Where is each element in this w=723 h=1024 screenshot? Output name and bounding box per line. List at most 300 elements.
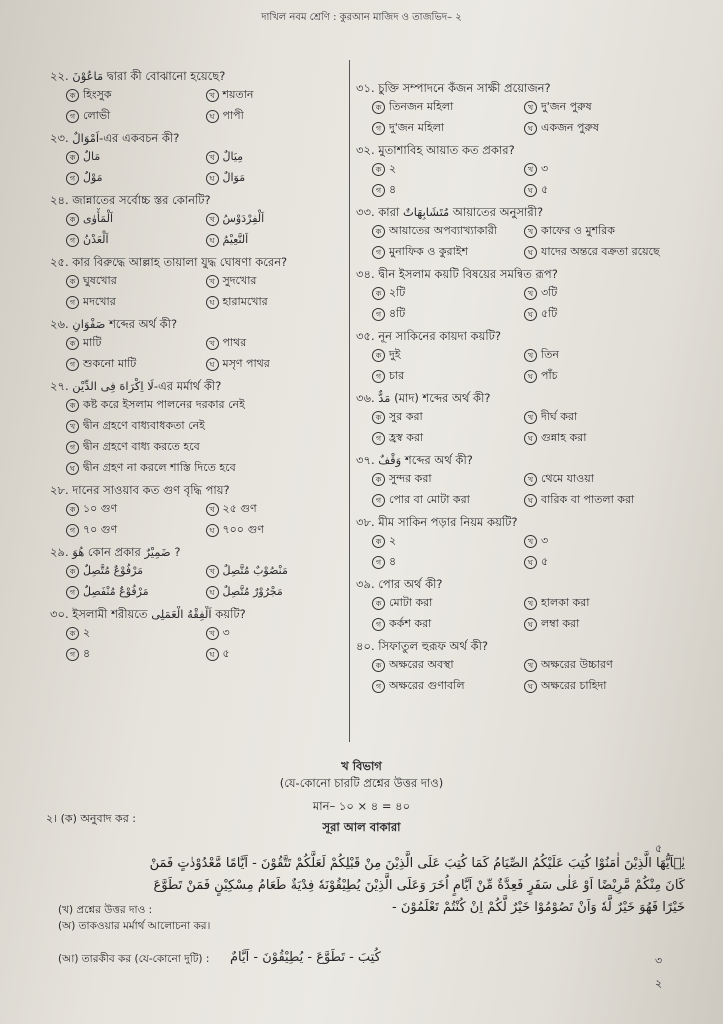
sub-question-b: (খ) প্রশ্নের উত্তর দাও : (58, 904, 153, 916)
option-marker: ক (372, 163, 385, 176)
answer-option (206, 581, 346, 602)
option-marker: ঘ (206, 648, 219, 661)
option-text: শুকনো মাটি (83, 357, 137, 370)
option-text: مَوْلٌ (83, 171, 103, 184)
answer-option (66, 208, 206, 229)
option-text: ৪ (83, 647, 91, 660)
answer-option (66, 643, 206, 664)
option-marker: ঘ (524, 494, 537, 507)
mcq-question (356, 328, 676, 386)
option-text: مَرْفُوْعٌ مُنْفَصِلٌ (83, 585, 149, 598)
option-text: মদখোর (83, 295, 116, 308)
option-marker: ঘ (206, 358, 219, 371)
option-list (356, 282, 676, 324)
marks-translate: ৫ (655, 842, 663, 855)
option-text: অক্ষরের গুণাবলি (389, 679, 465, 692)
option-marker: খ (524, 163, 537, 176)
option-marker: ক (372, 473, 385, 486)
option-marker: ঘ (206, 586, 219, 599)
answer-option (206, 208, 346, 229)
answer-option (524, 158, 676, 179)
mcq-left-column (50, 68, 345, 668)
option-text: কর্কশ করা (389, 617, 432, 630)
question-text: ৩৪. দ্বীন ইসলাম কয়টি বিষয়ের সমন্বিত রূপ? (356, 267, 558, 281)
option-text: اَلْفِرْدَوْسُ (222, 212, 265, 225)
option-text: শয়তান (222, 88, 254, 101)
answer-option (372, 365, 524, 386)
answer-option (372, 613, 524, 634)
answer-option (372, 675, 524, 696)
option-marker: ঘ (524, 556, 537, 569)
option-marker: ক (372, 659, 385, 672)
option-marker: ক (372, 535, 385, 548)
answer-option (524, 592, 676, 613)
mcq-question (356, 514, 676, 572)
answer-option (372, 427, 524, 448)
option-marker: খ (206, 89, 219, 102)
option-text: দুই (389, 348, 401, 361)
answer-option (524, 344, 676, 365)
section-title: খ বিভাগ (341, 759, 382, 773)
answer-option (372, 303, 524, 324)
tarkib-words: كُتِبَ - تَطَوَّعَ - يُطِيْقُوْنَ - اَيَّامٌ (230, 950, 381, 965)
option-marker: গ (66, 524, 79, 537)
option-text: ৫ (541, 555, 549, 568)
answer-option (66, 291, 206, 312)
option-text: হারামখোর (222, 295, 268, 308)
answer-option (206, 291, 346, 312)
answer-option (66, 622, 206, 643)
answer-option (66, 146, 206, 167)
option-marker: গ (372, 556, 385, 569)
answer-option (372, 179, 524, 200)
mcq-question (356, 452, 676, 510)
option-marker: গ (372, 122, 385, 135)
option-marker: গ (372, 494, 385, 507)
option-marker: খ (524, 349, 537, 362)
answer-option (66, 270, 206, 291)
option-marker: ক (66, 337, 79, 350)
answer-option (372, 551, 524, 572)
option-list (356, 96, 676, 138)
option-list (50, 560, 345, 602)
option-marker: ক (66, 399, 79, 412)
answer-option (372, 489, 524, 510)
option-marker: খ (206, 627, 219, 640)
answer-option (524, 530, 676, 551)
option-marker: ঘ (524, 432, 537, 445)
question-text: ২৯. هُوَ কোন প্রকার ضَمِيْرٌ ? (50, 545, 181, 559)
option-marker: গ (372, 680, 385, 693)
answer-option (372, 158, 524, 179)
option-marker: ক (66, 151, 79, 164)
answer-option (206, 622, 346, 643)
option-marker: ক (66, 627, 79, 640)
answer-option (372, 117, 524, 138)
option-marker: ঘ (206, 110, 219, 123)
option-text: اَلْعَدْنُ (83, 233, 109, 246)
option-marker: ক (66, 565, 79, 578)
answer-option (372, 241, 524, 262)
option-list (50, 498, 345, 540)
answer-option (372, 220, 524, 241)
option-text: ২ (389, 162, 397, 175)
option-text: ৫ (541, 183, 549, 196)
option-marker: ঘ (206, 234, 219, 247)
answer-option (66, 332, 206, 353)
answer-option (206, 332, 346, 353)
answer-option (66, 105, 206, 126)
option-text: তিনজন মহিলা (389, 100, 454, 113)
option-text: ৪টি (389, 307, 406, 320)
answer-option (524, 303, 676, 324)
option-text: مَرْفُوْعٌ مُتَّصِلٌ (83, 564, 144, 577)
option-text: দু'জন মহিলা (389, 121, 445, 134)
option-text: মুনাফিক ও কুরাইশ (389, 245, 469, 258)
answer-option (206, 270, 346, 291)
option-text: অক্ষরের চাহিদা (541, 679, 607, 692)
option-text: হালকা করা (541, 596, 590, 609)
answer-option (524, 654, 676, 675)
option-marker: খ (524, 597, 537, 610)
answer-option (206, 167, 346, 188)
answer-option (206, 84, 346, 105)
option-marker: ঘ (206, 172, 219, 185)
option-list (50, 394, 345, 478)
option-marker: ঘ (206, 296, 219, 309)
option-list (50, 270, 345, 312)
option-marker: গ (66, 441, 79, 454)
option-marker: ক (372, 225, 385, 238)
mcq-question (356, 80, 676, 138)
option-marker: গ (66, 296, 79, 309)
option-text: ৫টি (541, 307, 558, 320)
page-header: দাখিল নবম শ্রেণি : কুরআন মাজিদ ও তাজভিদ– ২ (261, 12, 462, 23)
answer-option (524, 613, 676, 634)
option-text: সুর করা (389, 410, 423, 423)
option-marker: ঘ (524, 618, 537, 631)
question-2-translate: ২। (ক) অনুবাদ কর : (46, 812, 136, 825)
option-list (50, 622, 345, 664)
question-text: ৩৮. মীম সাকিন পড়ার নিয়ম কয়টি? (356, 515, 518, 529)
option-text: যাদের অন্তরে বক্রতা রয়েছে (541, 245, 660, 258)
option-text: লোভী (83, 109, 111, 122)
option-text: ৫ (222, 647, 230, 660)
answer-option (524, 179, 676, 200)
option-marker: ক (372, 349, 385, 362)
answer-option (206, 560, 346, 581)
option-marker: ঘ (524, 122, 537, 135)
option-marker: ক (372, 101, 385, 114)
question-text: ২৮. দানের সাওয়াব কত গুণ বৃদ্ধি পায়? (50, 483, 230, 497)
marks-b2: ২ (655, 977, 663, 990)
option-text: ৩ (541, 162, 549, 175)
option-text: চার (389, 369, 405, 382)
arabic-verse-line-1: يٰۤاَيُّهَا الَّذِيْنَ اٰمَنُوْا كُتِبَ عَلَيْكُمُ الصِّيَامُ كَمَا كُتِبَ عَلَى الَّذِيْنَ مِنْ قَبْلِكُمْ لَعَلَّكُمْ تَتَّقُوْنَ - اَيَّامًا مَّعْدُوْدٰتٍ فَمَنْ (149, 856, 685, 871)
answer-option (372, 468, 524, 489)
mcq-question (356, 204, 676, 262)
mcq-question (356, 390, 676, 448)
mcq-question (50, 316, 345, 374)
option-marker: খ (524, 411, 537, 424)
option-text: ঘুষখোর (83, 274, 117, 287)
option-text: হিংসুক (83, 88, 112, 101)
option-marker: ঘ (524, 308, 537, 321)
sub-question-b1: (অ) তাকওয়ার মর্মার্থ আলোচনা কর। (58, 920, 211, 932)
option-marker: খ (524, 535, 537, 548)
option-marker: গ (66, 234, 79, 247)
answer-option (66, 84, 206, 105)
mcq-question (356, 576, 676, 634)
answer-option (372, 282, 524, 303)
option-text: اَلْمَأْوٰى (83, 212, 114, 225)
option-text: ৪ (389, 183, 397, 196)
option-text: مِيَالٌ (222, 150, 244, 163)
option-list (50, 84, 345, 126)
option-text: পাথর (222, 336, 247, 349)
option-marker: ঘ (524, 680, 537, 693)
option-marker: খ (206, 275, 219, 288)
mcq-question (50, 192, 345, 250)
answer-option (66, 457, 345, 478)
option-marker: খ (524, 659, 537, 672)
option-marker: ঘ (206, 524, 219, 537)
option-marker: ক (372, 597, 385, 610)
answer-option (524, 365, 676, 386)
question-text: ২৩. اَمْوَالٌ-এর একবচন কী? (50, 131, 180, 145)
option-text: পোর বা মোটা করা (389, 493, 470, 506)
answer-option (524, 489, 676, 510)
option-text: مَنْصُوْبٌ مُتَّصِلٌ (222, 564, 288, 577)
option-text: গুন্নাহ করা (541, 431, 587, 444)
option-list (356, 592, 676, 634)
option-marker: ক (372, 411, 385, 424)
option-text: পাঁচ (541, 369, 558, 382)
option-marker: গ (372, 184, 385, 197)
answer-option (66, 394, 345, 415)
mcq-question (50, 482, 345, 540)
answer-option (206, 146, 346, 167)
option-list (356, 344, 676, 386)
option-marker: খ (206, 151, 219, 164)
option-text: ২টি (389, 286, 406, 299)
question-text: ৩৩. কারা مُتَشَابِهَاتٌ আয়াতের অনুসারী? (356, 205, 544, 219)
option-marker: গ (66, 172, 79, 185)
answer-option (524, 675, 676, 696)
option-text: অক্ষরের অবস্থা (389, 658, 454, 671)
option-marker: গ (66, 586, 79, 599)
section-marks: মান– ১০ × ৪ = ৪০ (312, 799, 411, 813)
answer-option (66, 353, 206, 374)
option-list (356, 530, 676, 572)
option-text: اَلنَّعِيْمُ (222, 233, 249, 246)
option-text: مَوَالٌ (222, 171, 246, 184)
mcq-question (356, 266, 676, 324)
option-text: মসৃণ পাথর (222, 357, 270, 370)
option-marker: ক (66, 213, 79, 226)
question-text: ২৫. কার বিরুদ্ধে আল্লাহ তায়ালা যুদ্ধ ঘোষণা করেন? (50, 255, 288, 269)
option-marker: ক (66, 89, 79, 102)
answer-option (206, 229, 346, 250)
answer-option (206, 643, 346, 664)
option-list (50, 332, 345, 374)
option-list (50, 146, 345, 188)
option-list (356, 468, 676, 510)
option-text: কাফের ও মুশরিক (541, 224, 615, 237)
option-list (356, 654, 676, 696)
answer-option (66, 229, 206, 250)
question-text: ৩৫. নূন সাকিনের কায়দা কয়টি? (356, 329, 502, 343)
option-marker: গ (372, 246, 385, 259)
mcq-question (356, 142, 676, 200)
option-marker: ক (372, 287, 385, 300)
option-marker: গ (66, 110, 79, 123)
option-marker: ঘ (66, 462, 79, 475)
answer-option (524, 282, 676, 303)
option-text: ২ (83, 626, 91, 639)
option-list (50, 208, 345, 250)
option-text: লম্বা করা (541, 617, 580, 630)
option-marker: গ (372, 618, 385, 631)
answer-option (524, 117, 676, 138)
option-text: ৩টি (541, 286, 558, 299)
answer-option (372, 592, 524, 613)
question-text: ২২. مَاعُوْنَ দ্বারা কী বোঝানো হয়েছে? (50, 69, 226, 83)
option-marker: গ (66, 358, 79, 371)
section-instruction: (যে-কোনো চারটি প্রশ্নের উত্তর দাও) (279, 776, 444, 790)
answer-option (372, 530, 524, 551)
answer-option (524, 220, 676, 241)
answer-option (524, 241, 676, 262)
question-text: ৩৯. পোর অর্থ কী? (356, 577, 443, 591)
mcq-question (50, 378, 345, 478)
answer-option (524, 551, 676, 572)
answer-option (524, 468, 676, 489)
answer-option (524, 406, 676, 427)
answer-option (524, 96, 676, 117)
option-text: সুন্দর করা (389, 472, 432, 485)
option-text: ২৫ গুণ (222, 502, 257, 515)
question-text: ২৪. জান্নাতের সর্বোচ্চ স্তর কোনটি? (50, 193, 211, 207)
option-text: হ্রস্ব করা (389, 431, 424, 444)
option-marker: খ (206, 213, 219, 226)
option-text: ৩ (541, 534, 549, 547)
option-text: ৭০০ গুণ (222, 523, 264, 536)
option-text: আয়াতের অপব্যাখ্যাকারী (389, 224, 497, 237)
question-text: ৩০. ইসলামী শরীয়তে اَلْفِقْهُ الْعَمَلِى কয়টি? (50, 607, 246, 621)
option-text: مَالٌ (83, 150, 101, 163)
mcq-question (356, 638, 676, 696)
option-marker: খ (206, 565, 219, 578)
option-marker: ঘ (524, 184, 537, 197)
mcq-question (50, 130, 345, 188)
option-marker: খ (66, 420, 79, 433)
option-text: অক্ষরের উচ্চারণ (541, 658, 613, 671)
mcq-question (50, 68, 345, 126)
option-marker: খ (524, 473, 537, 486)
option-marker: ঘ (524, 370, 537, 383)
sub-question-b2: (আ) তারকীব কর (যে-কোনো দুটি) : (58, 953, 210, 965)
option-marker: খ (206, 503, 219, 516)
answer-option (66, 581, 206, 602)
option-marker: ক (66, 275, 79, 288)
option-text: ৩ (222, 626, 230, 639)
option-text: থেমে যাওয়া (541, 472, 594, 485)
mcq-right-column (356, 80, 676, 700)
mcq-question (50, 544, 345, 602)
option-text: বারিক বা পাতলা করা (541, 493, 635, 506)
question-text: ৩২. মুতাশাবিহ আয়াত কত প্রকার? (356, 143, 515, 157)
answer-option (372, 96, 524, 117)
option-text: ১০ গুণ (83, 502, 118, 515)
answer-option (66, 498, 206, 519)
surah-title: সূরা আল বাকারা (322, 820, 401, 834)
answer-option (206, 105, 346, 126)
answer-option (66, 436, 345, 457)
option-marker: ঘ (524, 246, 537, 259)
option-list (356, 220, 676, 262)
option-text: মোটা করা (389, 596, 433, 609)
marks-b1: ৩ (655, 954, 663, 967)
option-marker: খ (524, 287, 537, 300)
option-list (356, 158, 676, 200)
option-text: দ্বীন গ্রহণে বাধ্যবাধকতা নেই (83, 419, 205, 432)
option-text: দ্বীন গ্রহণ না করলে শাস্তি দিতে হবে (83, 461, 236, 474)
option-list (356, 406, 676, 448)
option-text: ৭০ গুণ (83, 523, 118, 536)
option-text: পাপী (222, 109, 244, 122)
mcq-question (50, 606, 345, 664)
option-text: ২ (389, 534, 397, 547)
question-text: ৩৬. مَدٌّ (মাদ) শব্দের অর্থ কী? (356, 391, 491, 405)
arabic-verse-line-3: خَيْرًا فَهُوَ خَيْرٌ لَّهٗ وَاَنْ تَصُوْمُوْا خَيْرٌ لَّكُمْ اِنْ كُنْتُمْ تَعْلَمُوْنَ - (392, 900, 685, 915)
option-text: দু'জন পুরুষ (541, 100, 592, 113)
answer-option (372, 344, 524, 365)
option-text: তিন (541, 348, 559, 361)
option-marker: গ (372, 370, 385, 383)
option-marker: খ (524, 101, 537, 114)
mcq-question (50, 254, 345, 312)
option-text: مَجْرُوْرٌ مُتَّصِلٌ (222, 585, 283, 598)
column-divider (349, 60, 350, 742)
option-text: মাটি (83, 336, 102, 349)
question-text: ৪০. সিফাতুল হুরূফ অর্থ কী? (356, 639, 489, 653)
option-marker: গ (372, 308, 385, 321)
answer-option (372, 406, 524, 427)
option-marker: খ (206, 337, 219, 350)
answer-option (66, 415, 345, 436)
answer-option (66, 167, 206, 188)
answer-option (524, 427, 676, 448)
question-text: ৩৭. وَقْفٌ শব্দের অর্থ কী? (356, 453, 473, 467)
option-text: একজন পুরুষ (541, 121, 599, 134)
answer-option (66, 519, 206, 540)
answer-option (66, 560, 206, 581)
question-text: ২৬. صَفْوَانٍ শব্দের অর্থ কী? (50, 317, 178, 331)
option-text: দ্বীন গ্রহণে বাধ্য করতে হবে (83, 440, 200, 453)
answer-option (206, 519, 346, 540)
answer-option (206, 353, 346, 374)
option-text: কষ্ট করে ইসলাম পালনের দরকার নেই (83, 398, 245, 411)
question-text: ৩১. চুক্তি সম্পাদনে কঁজন সাক্ষী প্রয়োজন? (356, 81, 551, 95)
option-marker: ক (66, 503, 79, 516)
option-text: সুদখোর (222, 274, 257, 287)
arabic-verse-line-2: كَانَ مِنْكُمْ مَّرِيْضًا اَوْ عَلٰى سَفَرٍ فَعِدَّةٌ مِّنْ اَيَّامٍ اُخَرَ وَعَلَى الَّذِيْنَ يُطِيْقُوْنَهٗ فِدْيَةٌ طَعَامُ مِسْكِيْنٍ فَمَنْ تَطَوَّعَ (153, 878, 685, 893)
option-marker: খ (524, 225, 537, 238)
option-marker: গ (66, 648, 79, 661)
option-marker: গ (372, 432, 385, 445)
option-text: ৪ (389, 555, 397, 568)
